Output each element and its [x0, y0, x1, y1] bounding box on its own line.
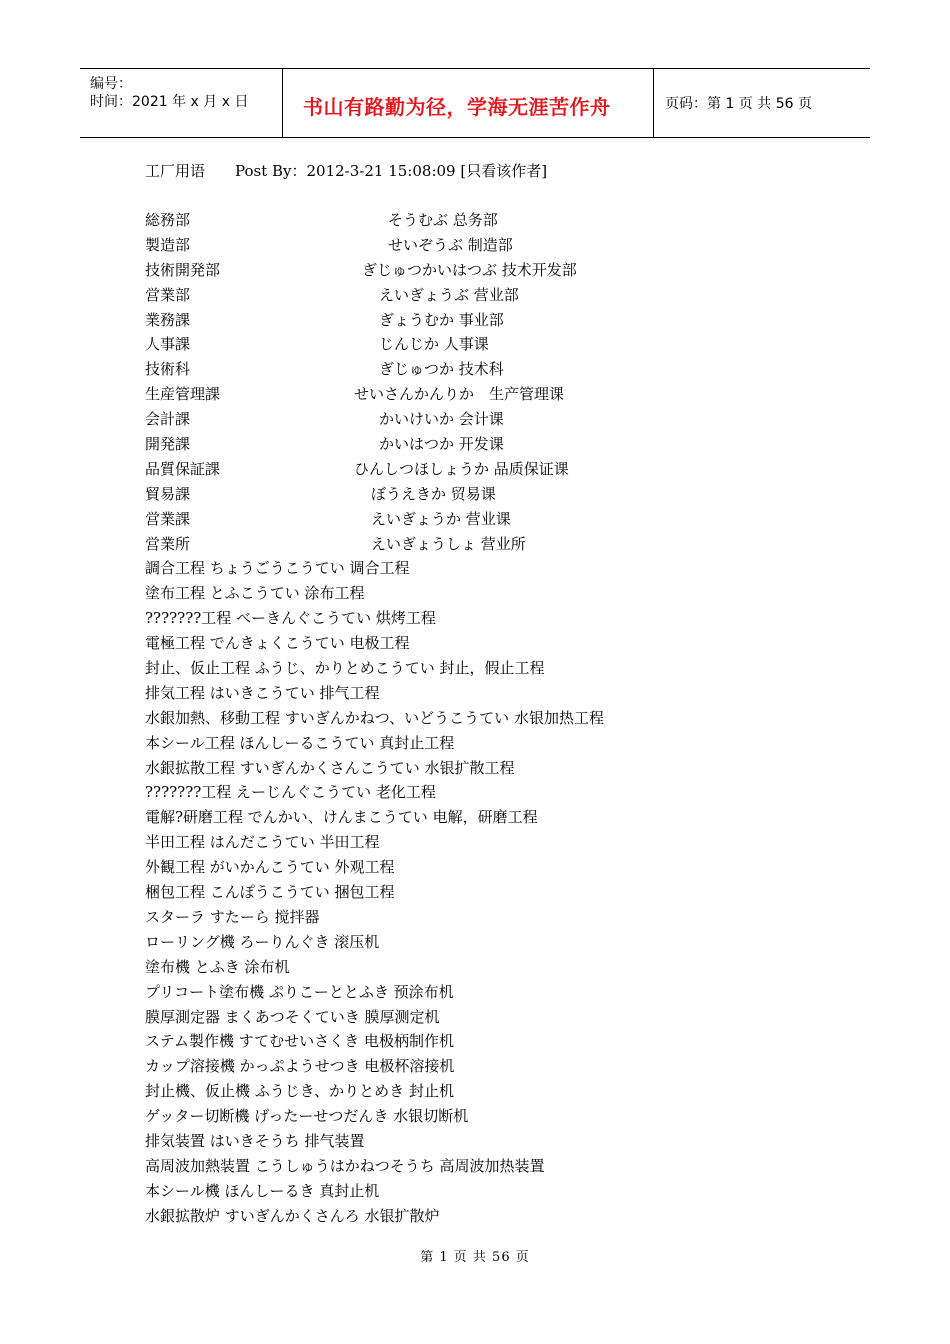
glossary-line: 塗布工程 とふこうてい 涂布工程	[145, 584, 365, 603]
glossary-line: 電解?研磨工程 でんかい、けんまこうてい 电解，研磨工程	[145, 808, 538, 827]
glossary-list	[145, 208, 845, 1229]
glossary-row	[145, 830, 845, 855]
glossary-row	[145, 905, 845, 930]
page-number-label: 页码：第 1 页 共 56 页	[665, 96, 812, 112]
glossary-line: 封止機、仮止機 ふうじき、かりとめき 封止机	[145, 1082, 454, 1101]
glossary-row	[145, 631, 845, 656]
glossary-line: 水銀拡散炉 すいぎんかくさんろ 水银扩散炉	[145, 1206, 440, 1225]
glossary-term: 人事課	[145, 335, 191, 354]
glossary-row	[145, 581, 845, 606]
glossary-row	[145, 855, 845, 880]
glossary-row	[145, 780, 845, 805]
glossary-row	[145, 308, 845, 333]
glossary-reading: えいぎょうぶ 营业部	[379, 285, 519, 304]
post-intro: 工厂用语 Post By：2012-3-21 15:08:09 [只看该作者]	[145, 162, 548, 180]
glossary-reading: ぎじゅつか 技术科	[379, 360, 504, 379]
glossary-row	[145, 930, 845, 955]
glossary-row	[145, 656, 845, 681]
glossary-reading: そうむぶ 总务部	[388, 211, 498, 229]
glossary-line: 膜厚測定器 まくあつそくていき 膜厚测定机	[145, 1007, 440, 1026]
glossary-term: 営業部	[145, 285, 191, 304]
glossary-line: 封止、仮止工程 ふうじ、かりとめこうてい 封止，假止工程	[145, 659, 545, 678]
glossary-reading: かいけいか 会计课	[379, 410, 504, 429]
glossary-row	[145, 332, 845, 357]
glossary-line: 塗布機 とふき 涂布机	[145, 957, 290, 976]
glossary-row	[145, 457, 845, 482]
glossary-line: 梱包工程 こんぽうこうてい 捆包工程	[145, 883, 395, 902]
glossary-row	[145, 233, 845, 258]
glossary-row	[145, 681, 845, 706]
glossary-row	[145, 1054, 845, 1079]
glossary-term: 製造部	[145, 235, 191, 254]
glossary-line: 半田工程 はんだこうてい 半田工程	[145, 833, 380, 852]
glossary-term: 会計課	[145, 410, 191, 429]
header-info-cell	[80, 69, 283, 137]
motto-text: 书山有路勤为径，学海无涯苦作舟	[303, 95, 611, 119]
glossary-line: ローリング機 ろーりんぐき 滚压机	[145, 932, 380, 951]
glossary-reading: えいぎょうしょ 营业所	[371, 534, 526, 553]
glossary-line: ???????工程 べーきんぐこうてい 烘烤工程	[145, 609, 436, 628]
glossary-line: 水銀加熱、移動工程 すいぎんかねつ、いどうこうてい 水银加热工程	[145, 708, 604, 727]
glossary-row	[145, 1029, 845, 1054]
glossary-term: 営業課	[145, 509, 191, 528]
glossary-row	[145, 1005, 845, 1030]
glossary-row	[145, 283, 845, 308]
glossary-row	[145, 955, 845, 980]
glossary-term: 生産管理課	[145, 385, 221, 404]
glossary-row	[145, 208, 845, 233]
glossary-row	[145, 432, 845, 457]
glossary-reading: ぎじゅつかいはつぶ 技术开发部	[362, 260, 577, 279]
header-motto-cell	[283, 69, 654, 137]
glossary-row	[145, 382, 845, 407]
glossary-reading: せいぞうぶ 制造部	[388, 235, 513, 254]
glossary-reading: ひんしつほしょうか 品质保证课	[354, 459, 569, 478]
page-footer: 第 1 页 共 56 页	[420, 1250, 530, 1265]
glossary-line: 本シール工程 ほんしーるこうてい 真封止工程	[145, 733, 455, 752]
glossary-row	[145, 258, 845, 283]
glossary-line: 電極工程 でんきょくこうてい 电极工程	[145, 634, 410, 653]
glossary-reading: かいはつか 开发课	[379, 435, 504, 454]
glossary-line: 排気装置 はいきそうち 排气装置	[145, 1131, 365, 1150]
glossary-line: 調合工程 ちょうごうこうてい 调合工程	[145, 559, 410, 578]
glossary-line: スターラ すたーら 搅拌器	[145, 907, 320, 926]
glossary-line: プリコート塗布機 ぷりこーととふき 预涂布机	[145, 982, 454, 1001]
glossary-line: ???????工程 えーじんぐこうてい 老化工程	[145, 783, 436, 802]
glossary-line: ステム製作機 すてむせいさくき 电极柄制作机	[145, 1032, 454, 1051]
glossary-row	[145, 357, 845, 382]
glossary-term: 総務部	[145, 211, 191, 229]
glossary-row	[145, 1179, 845, 1204]
glossary-reading: じんじか 人事课	[379, 335, 489, 354]
glossary-row	[145, 482, 845, 507]
glossary-line: 排気工程 はいきこうてい 排气工程	[145, 683, 380, 702]
glossary-row	[145, 1104, 845, 1129]
glossary-row	[145, 731, 845, 756]
glossary-reading: えいぎょうか 营业课	[371, 509, 511, 528]
glossary-term: 業務課	[145, 310, 191, 329]
glossary-row	[145, 407, 845, 432]
glossary-reading: ぎょうむか 事业部	[379, 310, 504, 329]
glossary-row	[145, 756, 845, 781]
glossary-row	[145, 1079, 845, 1104]
glossary-line: 水銀拡散工程 すいぎんかくさんこうてい 水银扩散工程	[145, 758, 515, 777]
glossary-term: 品質保証課	[145, 459, 221, 478]
glossary-line: 高周波加熱装置 こうしゅうはかねつそうち 高周波加热装置	[145, 1156, 545, 1175]
glossary-row	[145, 1154, 845, 1179]
time-label: 时间：2021 年 x 月 x 日	[90, 94, 249, 110]
glossary-reading: せいさんかんりか 生产管理课	[354, 385, 565, 404]
glossary-row	[145, 805, 845, 830]
header-table	[80, 68, 870, 138]
glossary-row	[145, 880, 845, 905]
glossary-term: 技術科	[145, 360, 191, 379]
glossary-term: 貿易課	[145, 484, 191, 503]
glossary-row	[145, 556, 845, 581]
glossary-row	[145, 1129, 845, 1154]
glossary-row	[145, 606, 845, 631]
glossary-line: ゲッター切断機 げったーせつだんき 水银切断机	[145, 1107, 469, 1126]
glossary-term: 技術開発部	[145, 260, 221, 279]
glossary-term: 営業所	[145, 534, 191, 553]
glossary-reading: ぼうえきか 贸易课	[371, 484, 496, 503]
glossary-term: 開発課	[145, 435, 191, 454]
glossary-row	[145, 1204, 845, 1229]
glossary-row	[145, 532, 845, 557]
number-label: 编号：	[90, 76, 132, 92]
glossary-line: 外観工程 がいかんこうてい 外观工程	[145, 858, 395, 877]
glossary-row	[145, 507, 845, 532]
glossary-row	[145, 980, 845, 1005]
glossary-line: 本シール機 ほんしーるき 真封止机	[145, 1181, 380, 1200]
glossary-row	[145, 706, 845, 731]
glossary-line: カップ溶接機 かっぷようせつき 电极杯溶接机	[145, 1057, 455, 1076]
